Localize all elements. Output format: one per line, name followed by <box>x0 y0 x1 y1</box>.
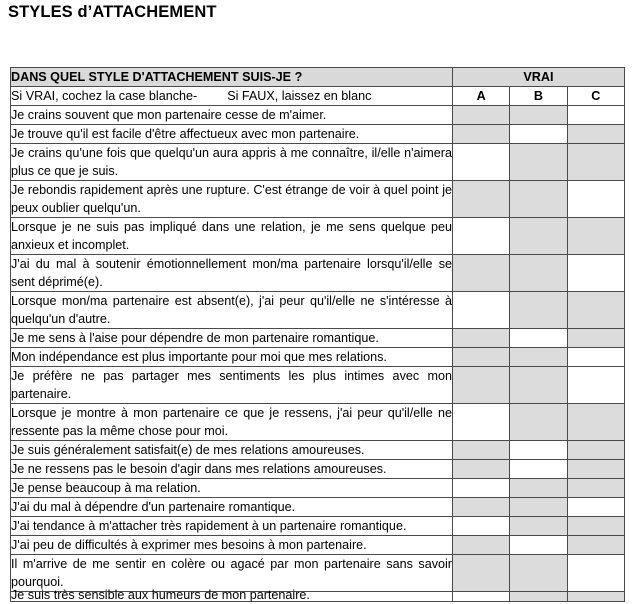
attachment-quiz-table <box>10 67 625 602</box>
answer-box-b <box>510 144 567 181</box>
answer-box-c <box>567 460 624 479</box>
table-row <box>11 404 625 441</box>
question-text: Lorsque mon/ma partenaire est absent(e), j'ai peur qu'il/elle ne s'intéresse à quelqu'un d'autre. <box>11 292 453 329</box>
instruction-left: Si VRAI, cochez la case blanche- <box>11 89 198 103</box>
table-row <box>11 460 625 479</box>
question-text <box>11 588 453 602</box>
answer-box-b <box>510 592 567 602</box>
question-text: Il m'arrive de me sentir en colère ou agacé par mon partenaire sans savoir pourquoi. <box>11 555 453 592</box>
answer-box-a <box>453 329 510 348</box>
question-text: Je ne ressens pas le besoin d'agir dans mes relations amoureuses. <box>11 460 453 479</box>
answer-box-c <box>567 517 624 536</box>
answer-box-c <box>567 144 624 181</box>
table-row <box>11 592 625 602</box>
answer-box-c <box>567 441 624 460</box>
answer-box-c <box>567 536 624 555</box>
question-text: Je rebondis rapidement après une rupture. C'est étrange de voir à quel point je peux oublier quelqu'un. <box>11 181 453 218</box>
table-row <box>11 125 625 144</box>
answer-box-b <box>510 348 567 367</box>
answer-box-b <box>510 255 567 292</box>
answer-box-a <box>453 106 510 125</box>
column-header-b: B <box>510 87 567 106</box>
answer-box-b <box>510 181 567 218</box>
answer-box-c <box>567 292 624 329</box>
answer-box-a <box>453 555 510 592</box>
question-text: J'ai du mal à soutenir émotionnellement mon/ma partenaire lorsqu'il/elle se sent déprimé(e). <box>11 255 453 292</box>
answer-box-b <box>510 218 567 255</box>
question-text: J'ai du mal à dépendre d'un partenaire romantique. <box>11 498 453 517</box>
answer-box-c <box>567 404 624 441</box>
column-header-c: C <box>567 87 624 106</box>
answer-box-c[interactable] <box>567 555 624 592</box>
answer-box-b <box>510 367 567 404</box>
answer-box-b <box>510 292 567 329</box>
answer-box-a[interactable] <box>453 218 510 255</box>
instruction-text <box>11 87 453 106</box>
table-row <box>11 218 625 255</box>
page-title: STYLES d’ATTACHEMENT <box>8 3 217 21</box>
table-row <box>11 441 625 460</box>
answer-box-a <box>453 498 510 517</box>
answer-box-a <box>453 536 510 555</box>
table-row <box>11 144 625 181</box>
question-text: J'ai peu de difficultés à exprimer mes besoins à mon partenaire. <box>11 536 453 555</box>
answer-box-a[interactable] <box>453 404 510 441</box>
answer-box-b <box>510 555 567 592</box>
answer-box-b <box>510 517 567 536</box>
answer-box-a[interactable] <box>453 592 510 602</box>
question-text: Je suis généralement satisfait(e) de mes relations amoureuses. <box>11 441 453 460</box>
answer-box-b[interactable] <box>510 441 567 460</box>
answer-box-a <box>453 181 510 218</box>
table-row <box>11 348 625 367</box>
question-text: Je crains qu'une fois que quelqu'un aura appris à me connaître, il/elle n'aimera plus ce que je suis. <box>11 144 453 181</box>
table-row <box>11 367 625 404</box>
table-row <box>11 536 625 555</box>
answer-box-b[interactable] <box>510 536 567 555</box>
answer-box-c <box>567 125 624 144</box>
answer-box-b <box>510 498 567 517</box>
answer-box-c[interactable] <box>567 181 624 218</box>
question-text: Lorsque je montre à mon partenaire ce que je ressens, j'ai peur qu'il/elle ne ressente pas la même chose pour moi. <box>11 404 453 441</box>
answer-box-a <box>453 348 510 367</box>
instruction-right: Si FAUX, laissez en blanc <box>227 89 372 103</box>
quiz-body <box>11 106 625 602</box>
answer-box-a <box>453 255 510 292</box>
question-text-partial: Je suis très sensible aux humeurs de mon partenaire. <box>11 588 310 602</box>
question-text: Je pense beaucoup à ma relation. <box>11 479 453 498</box>
table-row <box>11 181 625 218</box>
question-text: Mon indépendance est plus importante pour moi que mes relations. <box>11 348 453 367</box>
table-header-row <box>11 68 625 87</box>
answer-box-a <box>453 441 510 460</box>
answer-box-b <box>510 106 567 125</box>
answer-box-a[interactable] <box>453 292 510 329</box>
question-text: Lorsque je ne suis pas impliqué dans une relation, je me sens quelque peu anxieux et incomplet. <box>11 218 453 255</box>
table-header-title: DANS QUEL STYLE D'ATTACHEMENT SUIS-JE ? <box>11 68 453 87</box>
answer-box-c <box>567 479 624 498</box>
answer-box-b[interactable] <box>510 329 567 348</box>
answer-box-b[interactable] <box>510 125 567 144</box>
answer-box-c[interactable] <box>567 106 624 125</box>
question-text: Je préfère ne pas partager mes sentiments les plus intimes avec mon partenaire. <box>11 367 453 404</box>
table-row <box>11 255 625 292</box>
table-row <box>11 498 625 517</box>
answer-box-a[interactable] <box>453 479 510 498</box>
instruction-row <box>11 87 625 106</box>
answer-box-a <box>453 125 510 144</box>
question-text: Je me sens à l'aise pour dépendre de mon partenaire romantique. <box>11 329 453 348</box>
table-row <box>11 292 625 329</box>
answer-box-c <box>567 218 624 255</box>
question-text: Je crains souvent que mon partenaire cesse de m'aimer. <box>11 106 453 125</box>
answer-box-c <box>567 592 624 602</box>
answer-box-a[interactable] <box>453 144 510 181</box>
answer-box-c <box>567 329 624 348</box>
answer-box-b[interactable] <box>510 460 567 479</box>
answer-box-c[interactable] <box>567 498 624 517</box>
table-row <box>11 479 625 498</box>
table-row <box>11 517 625 536</box>
answer-box-b <box>510 404 567 441</box>
question-text: J'ai tendance à m'attacher très rapidement à un partenaire romantique. <box>11 517 453 536</box>
answer-box-c[interactable] <box>567 367 624 404</box>
vrai-header: VRAI <box>453 68 625 87</box>
question-text: Je trouve qu'il est facile d'être affectueux avec mon partenaire. <box>11 125 453 144</box>
table-row <box>11 106 625 125</box>
table-row <box>11 329 625 348</box>
answer-box-a <box>453 367 510 404</box>
answer-box-c[interactable] <box>567 255 624 292</box>
answer-box-c[interactable] <box>567 348 624 367</box>
answer-box-a[interactable] <box>453 517 510 536</box>
answer-box-a <box>453 460 510 479</box>
column-header-a: A <box>453 87 510 106</box>
answer-box-b <box>510 479 567 498</box>
